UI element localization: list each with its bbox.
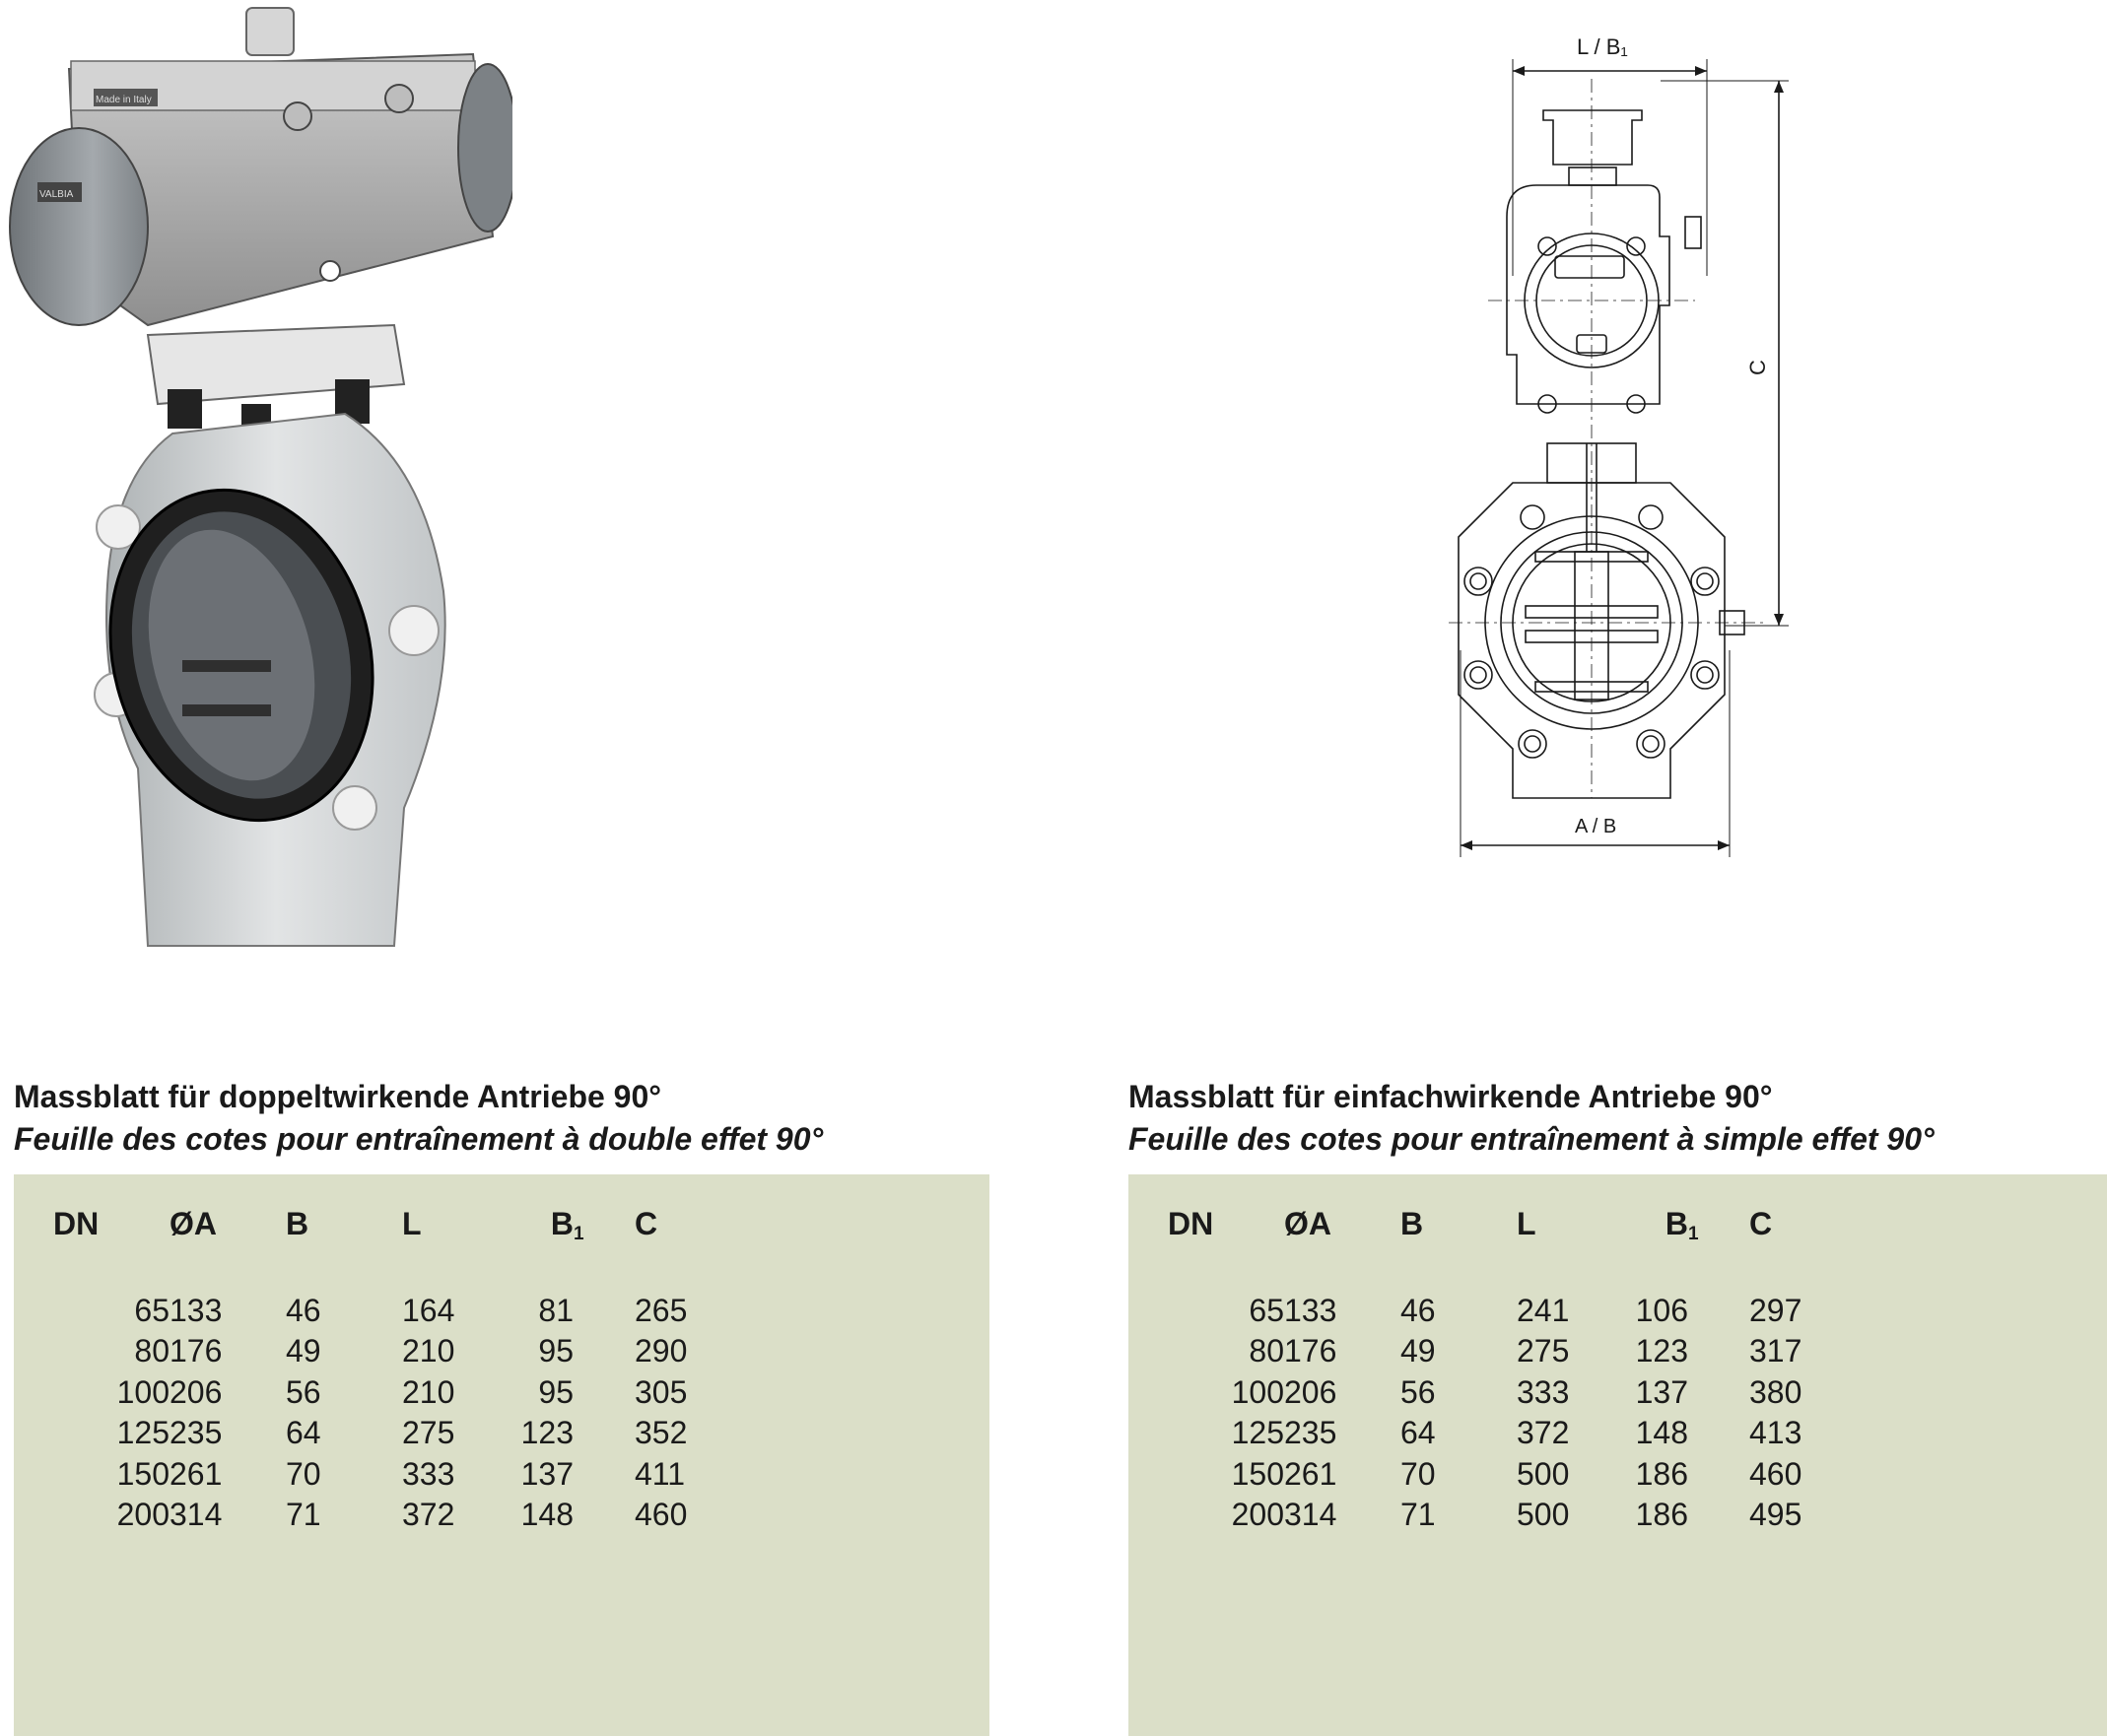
table-cell: 275 bbox=[402, 1415, 455, 1450]
table-cell: 133 bbox=[170, 1292, 223, 1328]
table-cell: 290 bbox=[635, 1333, 688, 1369]
table-cell: 305 bbox=[635, 1373, 688, 1410]
table-cell: 200 bbox=[1231, 1497, 1284, 1532]
single-acting-panel bbox=[1128, 1174, 2107, 1736]
single-acting-subtitle: Feuille des cotes pour entraînement à simple effet 90° bbox=[1128, 1121, 1935, 1157]
col-b: B bbox=[1400, 1206, 1424, 1241]
table-cell: 65 bbox=[1249, 1292, 1284, 1328]
table-cell: 261 bbox=[1284, 1455, 1337, 1492]
table-cell: 80 bbox=[1249, 1333, 1284, 1369]
table-cell: 49 bbox=[286, 1333, 321, 1369]
table-cell: 100 bbox=[116, 1373, 170, 1410]
col-b1: $B_1$ bbox=[1665, 1206, 1699, 1244]
table-cell: 133 bbox=[1284, 1292, 1337, 1328]
table-cell: 413 bbox=[1749, 1415, 1802, 1450]
label-c: C bbox=[1745, 360, 1770, 375]
table-cell: 460 bbox=[1749, 1455, 1802, 1492]
table-cell: 235 bbox=[1284, 1415, 1337, 1450]
table-row bbox=[1168, 1495, 1866, 1536]
table-cell: 460 bbox=[635, 1497, 688, 1532]
single-acting-table bbox=[1168, 1204, 1866, 1536]
table-cell: 314 bbox=[1284, 1497, 1337, 1532]
table-cell: 150 bbox=[116, 1455, 170, 1492]
table-cell: 137 bbox=[1635, 1373, 1688, 1410]
table-cell: 65 bbox=[134, 1292, 170, 1328]
table-cell: 46 bbox=[286, 1292, 321, 1328]
table-row bbox=[53, 1291, 751, 1332]
table-row bbox=[53, 1495, 751, 1536]
table-cell: 95 bbox=[538, 1373, 574, 1410]
table-row bbox=[1168, 1454, 1866, 1496]
table-row bbox=[53, 1454, 751, 1496]
valve-actuator-photo bbox=[0, 0, 512, 995]
table-row bbox=[1168, 1372, 1866, 1414]
table-cell: 71 bbox=[1400, 1497, 1436, 1532]
table-cell: 186 bbox=[1635, 1455, 1688, 1492]
dimension-drawing bbox=[1439, 20, 1813, 887]
table-cell: 495 bbox=[1749, 1497, 1802, 1532]
double-acting-title: Massblatt für doppeltwirkende Antriebe 90° bbox=[14, 1079, 662, 1114]
table-cell: 137 bbox=[520, 1455, 574, 1492]
table-row bbox=[53, 1413, 751, 1454]
plate-text: Made in Italy bbox=[96, 95, 152, 105]
table-cell: 56 bbox=[286, 1373, 321, 1410]
table-cell: 100 bbox=[1231, 1373, 1284, 1410]
table-cell: 64 bbox=[1400, 1415, 1436, 1450]
table-cell: 46 bbox=[1400, 1292, 1436, 1328]
table-cell: 176 bbox=[1284, 1333, 1337, 1369]
col-c: C bbox=[1749, 1206, 1773, 1241]
table-cell: 275 bbox=[1517, 1333, 1570, 1369]
table-row bbox=[1168, 1331, 1866, 1372]
table-cell: 148 bbox=[1635, 1415, 1688, 1450]
col-l: L bbox=[402, 1206, 422, 1241]
table-cell: 380 bbox=[1749, 1373, 1802, 1410]
table-cell: 210 bbox=[402, 1333, 455, 1369]
col-c: C bbox=[635, 1206, 658, 1241]
col-a: ØA bbox=[170, 1206, 217, 1241]
col-dn: DN bbox=[1168, 1206, 1214, 1241]
table-header-row bbox=[53, 1204, 751, 1255]
table-cell: 49 bbox=[1400, 1333, 1436, 1369]
table-cell: 200 bbox=[116, 1497, 170, 1532]
table-cell: 164 bbox=[402, 1292, 455, 1328]
table-cell: 235 bbox=[170, 1415, 223, 1450]
col-l: L bbox=[1517, 1206, 1536, 1241]
label-a-b: A / B bbox=[1575, 816, 1617, 837]
table-cell: 150 bbox=[1231, 1455, 1284, 1492]
table-cell: 411 bbox=[635, 1455, 686, 1492]
table-row bbox=[1168, 1291, 1866, 1332]
table-cell: 210 bbox=[402, 1373, 455, 1410]
table-cell: 261 bbox=[170, 1455, 223, 1492]
col-b1: $B_1$ bbox=[550, 1206, 584, 1244]
table-cell: 500 bbox=[1517, 1455, 1570, 1492]
table-cell: 70 bbox=[286, 1455, 321, 1492]
table-row bbox=[53, 1372, 751, 1414]
table-cell: 265 bbox=[635, 1292, 688, 1328]
table-cell: 64 bbox=[286, 1415, 321, 1450]
table-cell: 206 bbox=[1284, 1373, 1337, 1410]
table-cell: 71 bbox=[286, 1497, 321, 1532]
table-cell: 81 bbox=[538, 1292, 574, 1328]
table-cell: 206 bbox=[170, 1373, 223, 1410]
table-cell: 56 bbox=[1400, 1373, 1436, 1410]
table-cell: 95 bbox=[538, 1333, 574, 1369]
table-cell: 176 bbox=[170, 1333, 223, 1369]
col-a: ØA bbox=[1284, 1206, 1331, 1241]
table-cell: 125 bbox=[1231, 1415, 1284, 1450]
table-cell: 123 bbox=[520, 1415, 574, 1450]
table-cell: 372 bbox=[402, 1497, 455, 1532]
table-cell: 297 bbox=[1749, 1292, 1802, 1328]
table-cell: 317 bbox=[1749, 1333, 1802, 1369]
table-cell: 500 bbox=[1517, 1497, 1570, 1532]
table-row bbox=[53, 1331, 751, 1372]
double-acting-table bbox=[53, 1204, 751, 1536]
table-cell: 106 bbox=[1635, 1292, 1688, 1328]
table-header-row bbox=[1168, 1204, 1866, 1255]
table-cell: 123 bbox=[1635, 1333, 1688, 1369]
table-cell: 352 bbox=[635, 1415, 688, 1450]
table-cell: 125 bbox=[116, 1415, 170, 1450]
table-cell: 241 bbox=[1517, 1292, 1570, 1328]
cap-text: VALBIA bbox=[39, 189, 74, 200]
table-cell: 372 bbox=[1517, 1415, 1570, 1450]
table-cell: 333 bbox=[1517, 1373, 1570, 1410]
single-acting-title: Massblatt für einfachwirkende Antriebe 90° bbox=[1128, 1079, 1773, 1114]
table-cell: 314 bbox=[170, 1497, 223, 1532]
table-row bbox=[1168, 1413, 1866, 1454]
double-acting-subtitle: Feuille des cotes pour entraînement à double effet 90° bbox=[14, 1121, 824, 1157]
col-b: B bbox=[286, 1206, 309, 1241]
label-l-b1: L / B₁ bbox=[1577, 34, 1628, 59]
double-acting-panel bbox=[14, 1174, 989, 1736]
table-cell: 333 bbox=[402, 1455, 455, 1492]
table-cell: 148 bbox=[520, 1497, 574, 1532]
table-cell: 186 bbox=[1635, 1497, 1688, 1532]
col-dn: DN bbox=[53, 1206, 100, 1241]
table-cell: 70 bbox=[1400, 1455, 1436, 1492]
table-cell: 80 bbox=[134, 1333, 170, 1369]
